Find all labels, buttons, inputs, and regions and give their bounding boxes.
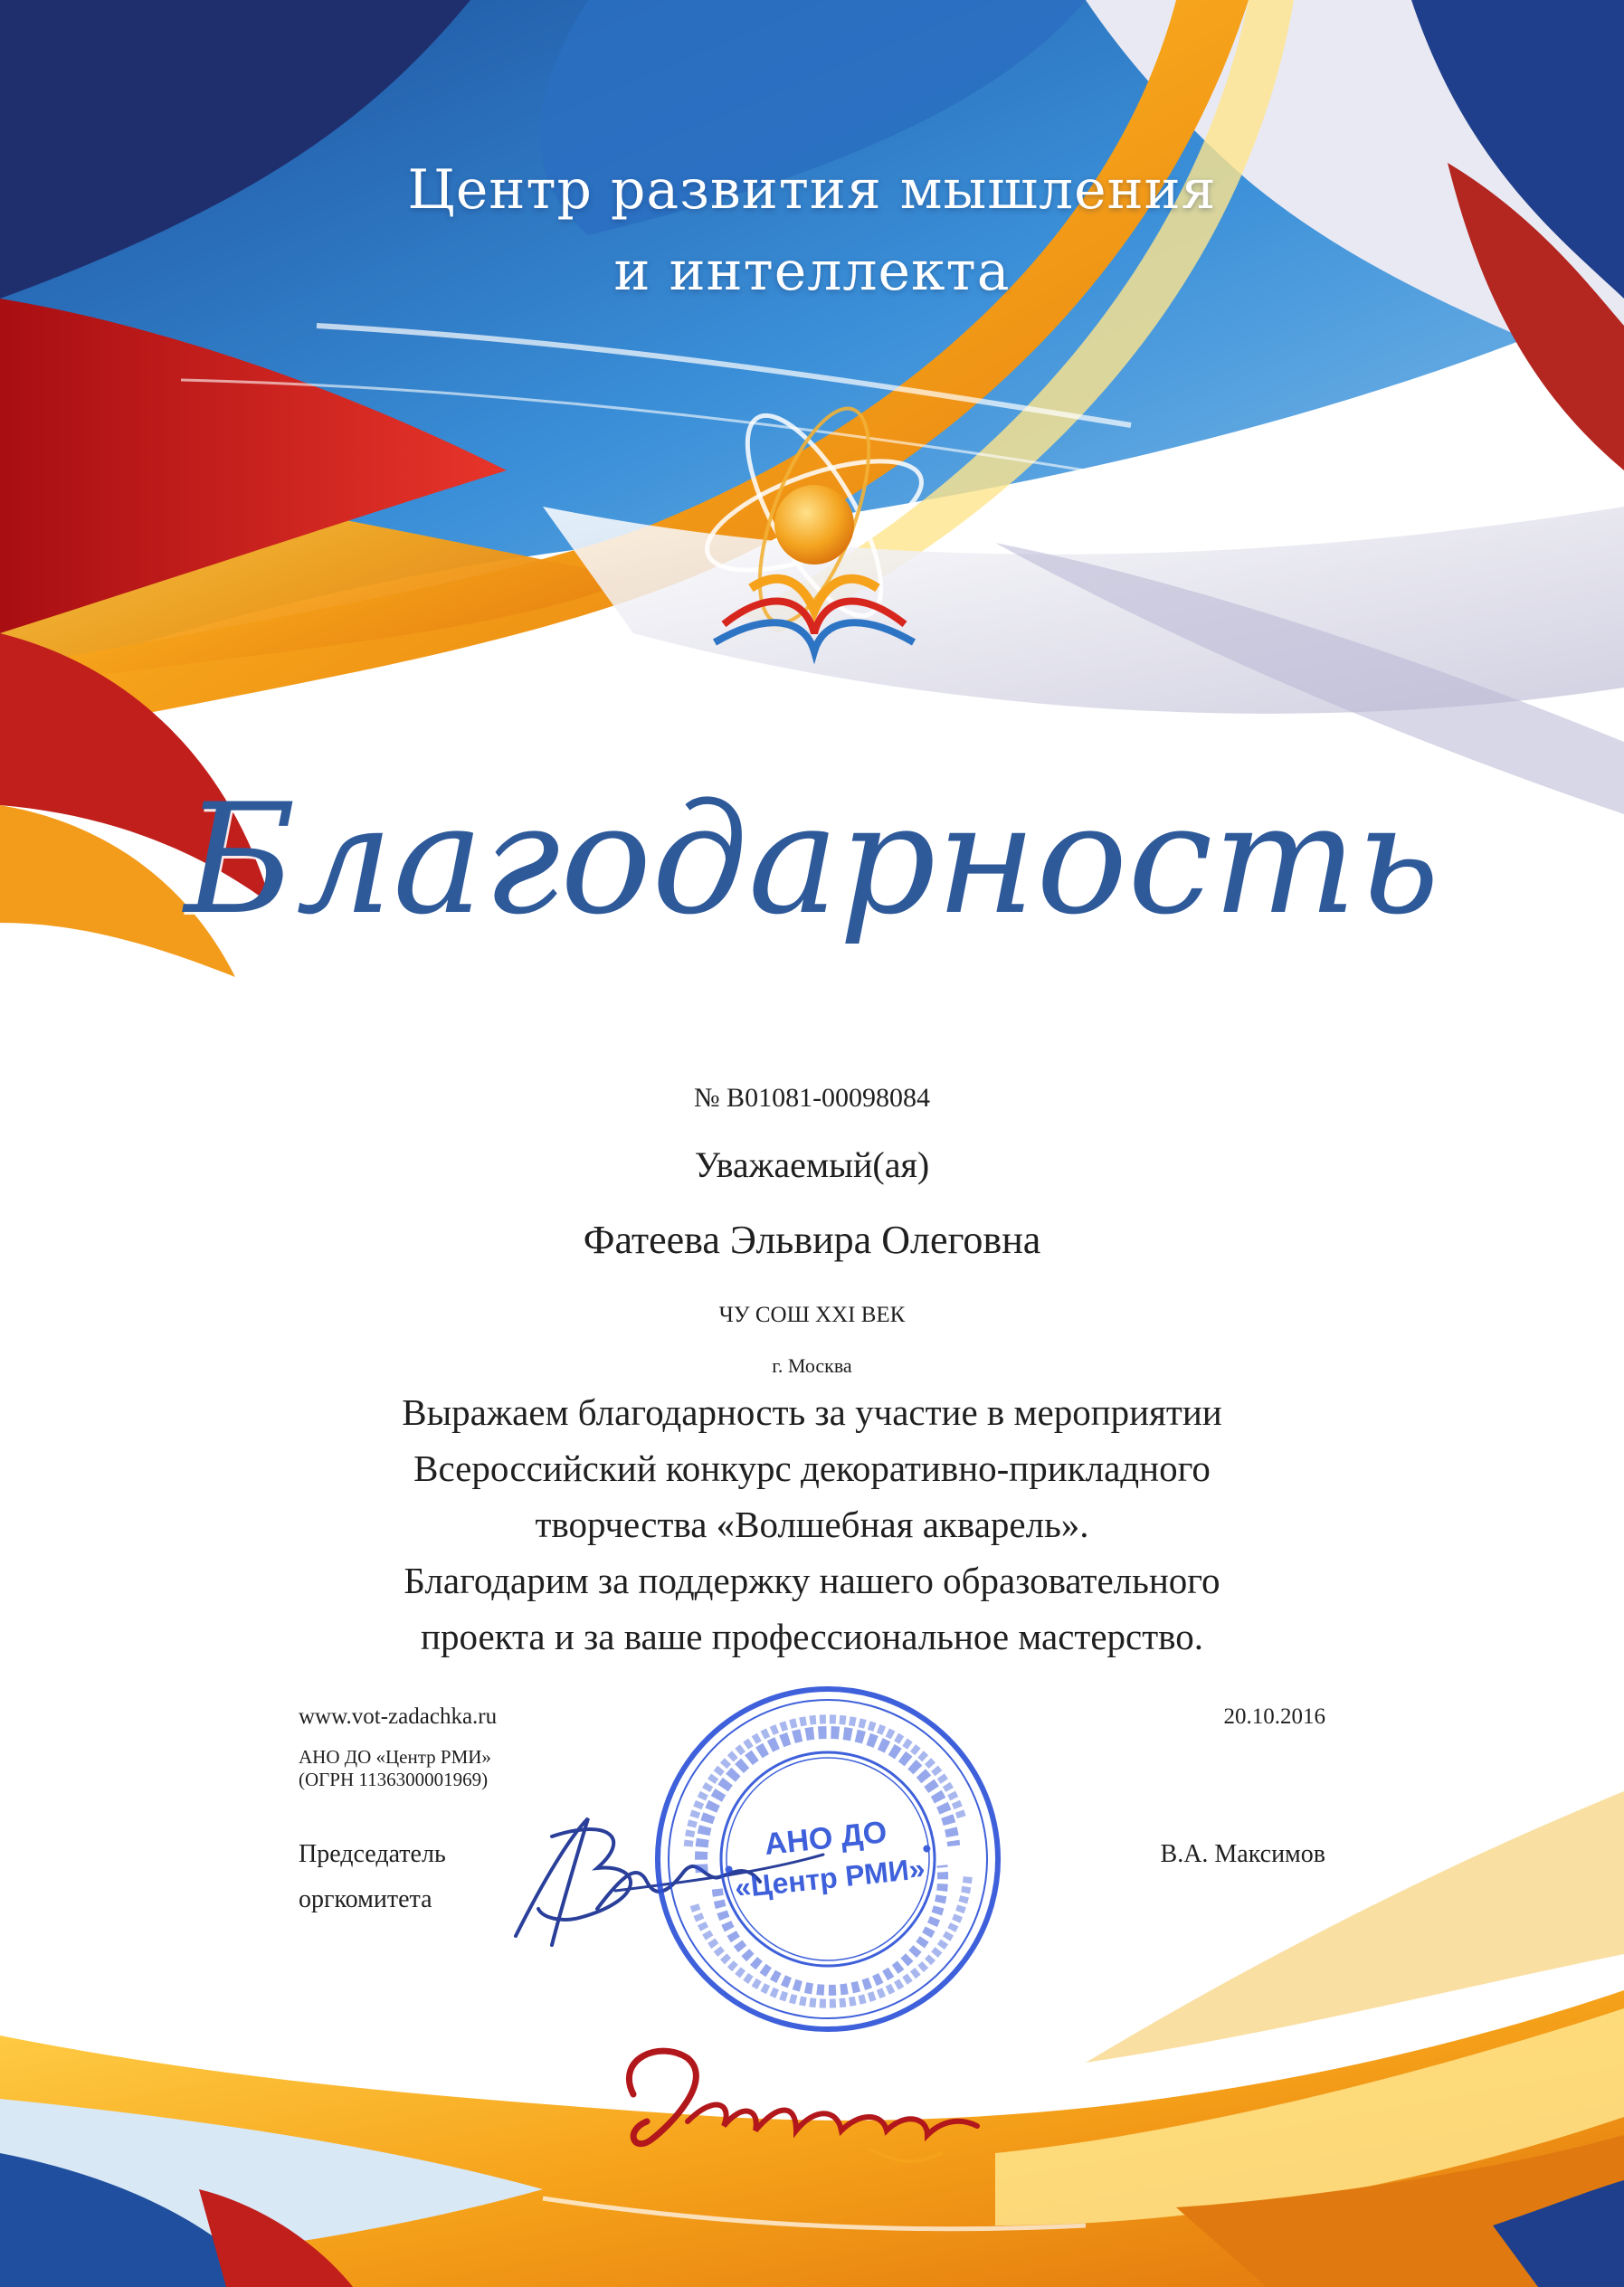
body-line: Выражаем благодарность за участие в мероприятии bbox=[402, 1391, 1222, 1433]
body-text bbox=[0, 1384, 1624, 1665]
body-line: Благодарим за поддержку нашего образовательного bbox=[404, 1560, 1220, 1601]
body-line: Всероссийский конкурс декоративно-прикладного bbox=[413, 1447, 1211, 1489]
certificate-number: № B01081-00098084 bbox=[693, 1083, 931, 1113]
organization-stamp bbox=[647, 1678, 1009, 2040]
organization-title-line1: Центр развития мышления bbox=[407, 158, 1217, 222]
certificate-heading: Благодарность bbox=[184, 771, 1440, 948]
role-line: Председатель bbox=[299, 1840, 446, 1868]
organization-title-line2: и интеллекта bbox=[613, 240, 1011, 303]
samara-logo bbox=[0, 2040, 1624, 2176]
stamp-center-line2: «Центр РМИ» bbox=[733, 1851, 927, 1904]
issuer-ogrn: (ОГРН 1136300001969) bbox=[299, 1769, 489, 1790]
website: www.vot-zadachka.ru bbox=[299, 1704, 498, 1729]
issue-date: 20.10.2016 bbox=[1223, 1704, 1325, 1729]
organization-title bbox=[0, 149, 1624, 312]
issuer-organization: АНО ДО «Центр РМИ» bbox=[299, 1746, 491, 1768]
signatory-name: В.А. Максимов bbox=[1160, 1840, 1325, 1868]
body-line: творчества «Волшебная акварель». bbox=[535, 1504, 1089, 1545]
role-line: оргкомитета bbox=[299, 1885, 432, 1913]
school-name: ЧУ СОШ XXI ВЕК bbox=[718, 1303, 906, 1327]
atom-book-logo bbox=[660, 362, 968, 688]
body-line: проекта и за ваше профессиональное мастерство. bbox=[421, 1616, 1203, 1657]
recipient-name: Фатеева Эльвира Олеговна bbox=[583, 1218, 1041, 1262]
city: г. Москва bbox=[772, 1354, 852, 1377]
salutation: Уважаемый(ая) bbox=[694, 1144, 930, 1185]
signatory-role bbox=[299, 1832, 446, 1922]
stamp-center-line1: АНО ДО bbox=[763, 1815, 889, 1863]
